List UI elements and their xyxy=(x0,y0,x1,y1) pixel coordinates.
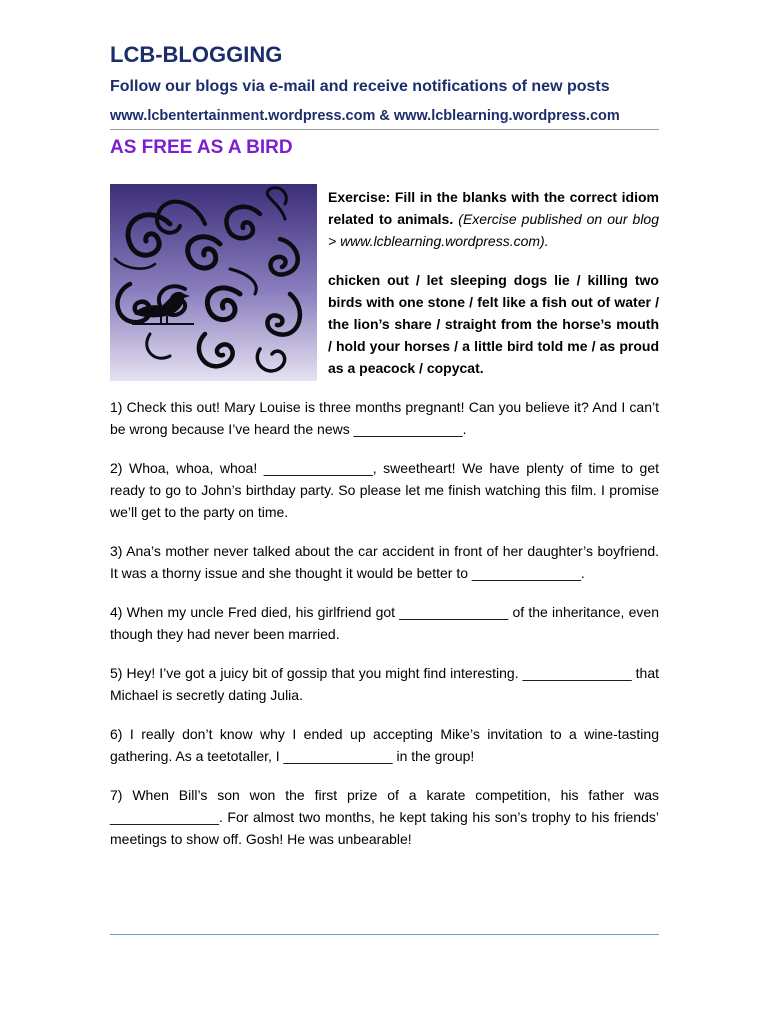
exercise-instructions xyxy=(328,186,659,252)
question-4: 4) When my uncle Fred died, his girlfriend got ______________ of the inheritance, even though they had never been married. xyxy=(110,604,659,642)
site-brand: LCB-BLOGGING xyxy=(110,42,283,67)
footer-divider xyxy=(110,934,659,935)
idiom-word-bank: chicken out / let sleeping dogs lie / killing two birds with one stone / felt like a fish out of water / the lion’s share / straight from the horse’s mouth / hold your horses / a little bird told me / as proud as a peacock / copycat. xyxy=(328,272,659,376)
bird-swirls-icon xyxy=(110,184,317,381)
question-5: 5) Hey! I’ve got a juicy bit of gossip that you might find interesting. ______________ that Michael is secretly dating Julia. xyxy=(110,665,659,703)
question-2: 2) Whoa, whoa, whoa! ______________, sweetheart! We have plenty of time to get ready to go to John’s birthday party. So please let me finish watching this film. I promise we’ll get to the party on time. xyxy=(110,460,659,520)
exercise-note: (Exercise published on our blog > www.lcblearning.wordpress.com). xyxy=(328,211,659,249)
question-list xyxy=(110,396,659,867)
question-3: 3) Ana’s mother never talked about the car accident in front of her daughter’s boyfriend. It was a thorny issue and she thought it would be better to ______________. xyxy=(110,543,659,581)
question-1: 1) Check this out! Mary Louise is three months pregnant! Can you believe it? And I can’t be wrong because I’ve heard the news ______________. xyxy=(110,399,659,437)
page-title: AS FREE AS A BIRD xyxy=(110,137,293,158)
site-tagline: Follow our blogs via e-mail and receive notifications of new posts xyxy=(110,78,610,95)
header-divider xyxy=(110,129,659,130)
blog-urls: www.lcbentertainment.wordpress.com & www.lcblearning.wordpress.com xyxy=(110,108,620,124)
exercise-lead: Exercise: Fill in the blanks with the correct idiom related to animals. xyxy=(328,189,659,227)
question-6: 6) I really don’t know why I ended up accepting Mike’s invitation to a wine-tasting gathering. As a teetotaller, I ______________ in the group! xyxy=(110,726,659,764)
question-7: 7) When Bill’s son won the first prize of a karate competition, his father was ______________. For almost two months, he kept taking his son’s trophy to his friends’ meetings to show off. Gosh! He was unbearable! xyxy=(110,787,659,847)
